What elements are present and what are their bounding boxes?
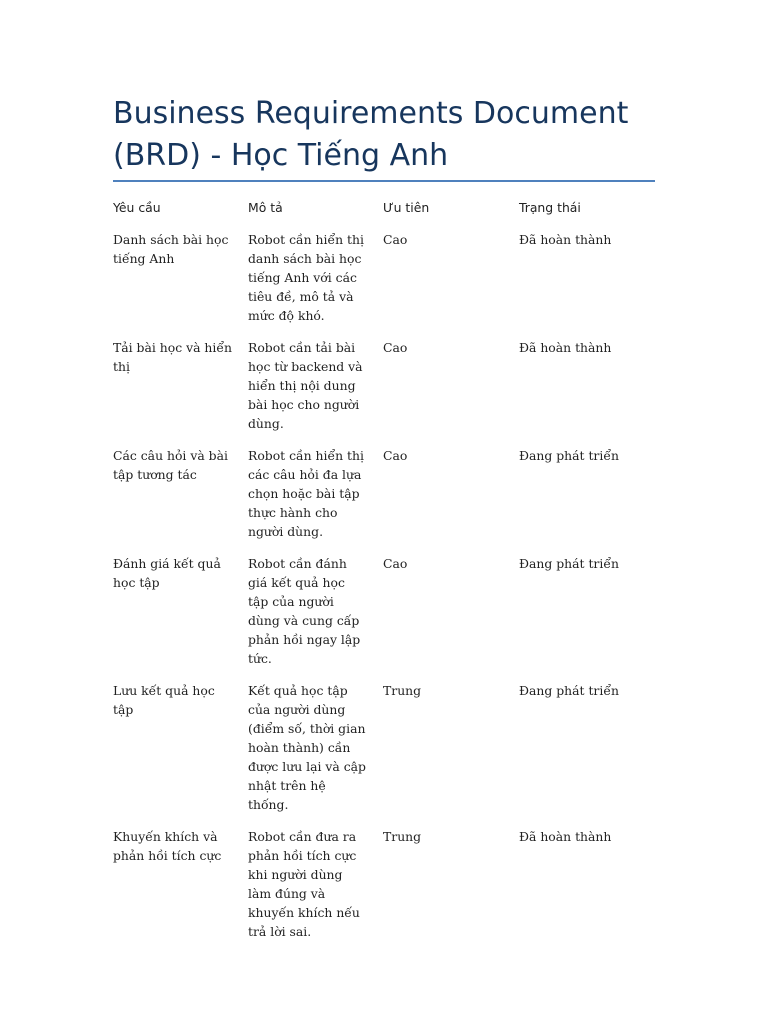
requirements-table <box>113 198 655 954</box>
cell-requirement: Tải bài học và hiển thị <box>113 340 232 374</box>
cell-priority: Trung <box>383 829 422 844</box>
cell-priority: Trung <box>383 683 422 698</box>
cell-description: Robot cần hiển thị danh sách bài học tiếng Anh với các tiêu đề, mô tả và mức độ khó. <box>248 232 364 323</box>
table-header-row <box>113 198 655 217</box>
table-row <box>113 681 655 814</box>
cell-description: Kết quả học tập của người dùng (điểm số, thời gian hoàn thành) cần được lưu lại và cập nhật trên hệ thống. <box>248 683 366 812</box>
cell-description: Robot cần đánh giá kết quả học tập của người dùng và cung cấp phản hồi ngay lập tức. <box>248 556 361 666</box>
cell-priority: Cao <box>383 556 408 571</box>
table-row <box>113 827 655 941</box>
table-row <box>113 230 655 325</box>
cell-priority: Cao <box>383 340 408 355</box>
cell-status: Đã hoàn thành <box>519 232 612 247</box>
cell-description: Robot cần đưa ra phản hồi tích cực khi người dùng làm đúng và khuyến khích nếu trả lời sai. <box>248 829 360 939</box>
cell-status: Đang phát triển <box>519 556 619 571</box>
document-title: Business Requirements Document (BRD) - Học Tiếng Anh <box>113 96 629 173</box>
cell-description: Robot cần hiển thị các câu hỏi đa lựa chọn hoặc bài tập thực hành cho người dùng. <box>248 448 364 539</box>
cell-requirement: Khuyến khích và phản hồi tích cực <box>113 829 222 863</box>
cell-priority: Cao <box>383 448 408 463</box>
header-status: Trạng thái <box>519 200 581 215</box>
cell-requirement: Các câu hỏi và bài tập tương tác <box>113 448 228 482</box>
table-row <box>113 446 655 541</box>
cell-status: Đang phát triển <box>519 683 619 698</box>
cell-requirement: Lưu kết quả học tập <box>113 683 215 717</box>
table-row <box>113 338 655 433</box>
cell-requirement: Danh sách bài học tiếng Anh <box>113 232 229 266</box>
cell-status: Đã hoàn thành <box>519 340 612 355</box>
header-description: Mô tả <box>248 200 283 215</box>
table-row <box>113 554 655 668</box>
header-requirement: Yêu cầu <box>113 200 161 215</box>
cell-status: Đã hoàn thành <box>519 829 612 844</box>
header-priority: Ưu tiên <box>383 200 430 215</box>
cell-description: Robot cần tải bài học từ backend và hiển thị nội dung bài học cho người dùng. <box>248 340 363 431</box>
title-divider <box>113 180 655 182</box>
cell-priority: Cao <box>383 232 408 247</box>
cell-status: Đang phát triển <box>519 448 619 463</box>
cell-requirement: Đánh giá kết quả học tập <box>113 556 221 590</box>
